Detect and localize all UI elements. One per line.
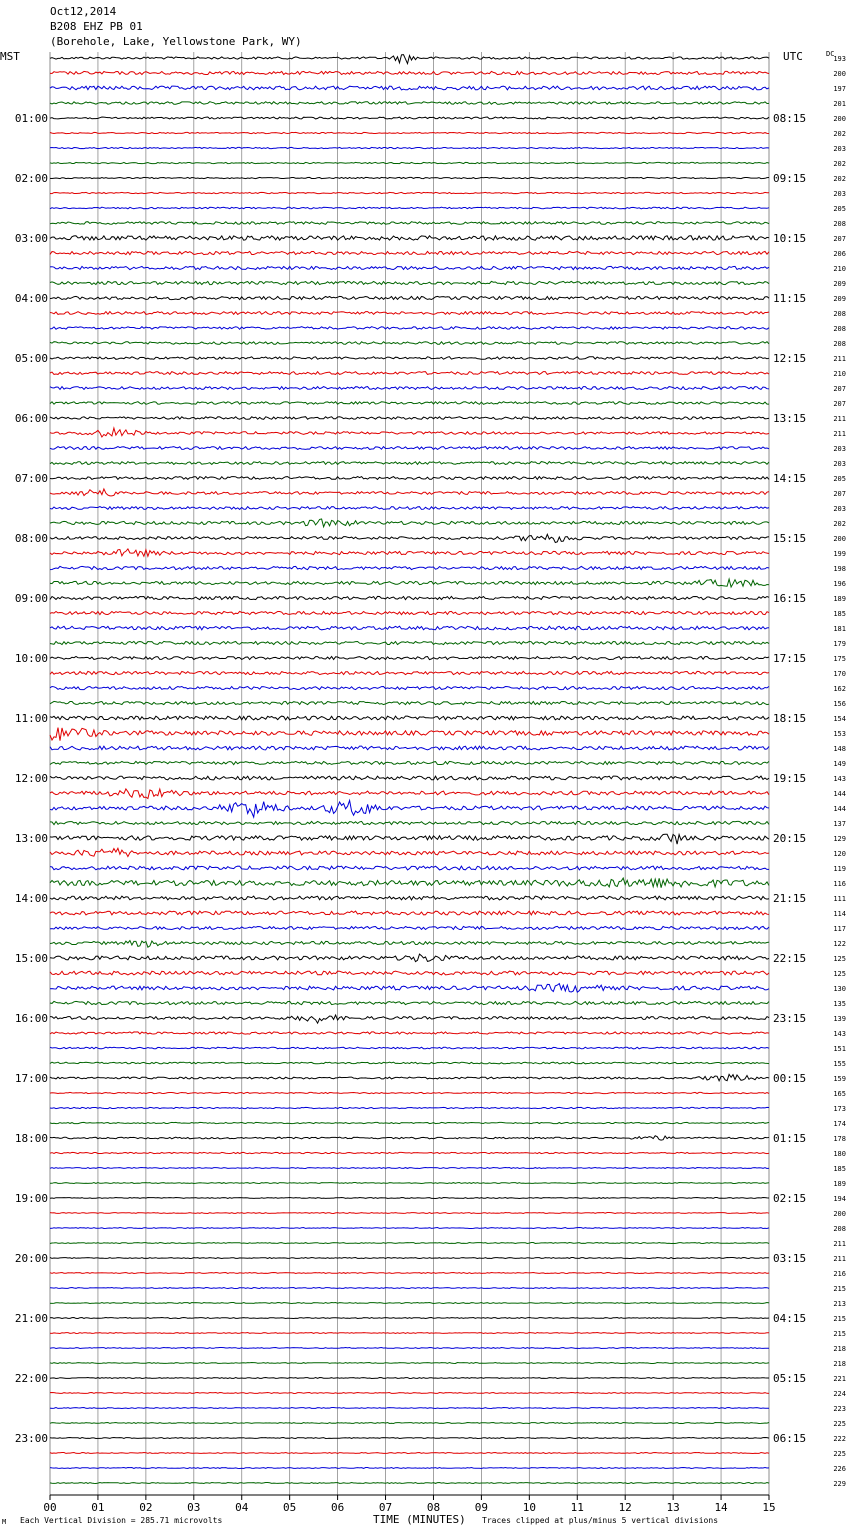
dc-offset-label: 210 xyxy=(833,370,846,378)
dc-offset-label: 211 xyxy=(833,355,846,363)
footer-left-mark: M xyxy=(2,1518,7,1526)
trace-line xyxy=(50,1363,769,1364)
trace-line xyxy=(50,266,769,269)
dc-offset-label: 208 xyxy=(833,220,846,228)
trace-line xyxy=(50,611,769,614)
trace-line xyxy=(50,1258,769,1259)
dc-offset-label: 202 xyxy=(833,160,846,168)
trace-line xyxy=(50,1408,769,1409)
dc-offset-label: 208 xyxy=(833,310,846,318)
dc-offset-label: 208 xyxy=(833,325,846,333)
dc-offset-label: 225 xyxy=(833,1450,846,1458)
right-hour-label: 00:15 xyxy=(773,1072,807,1085)
x-tick-label: 11 xyxy=(570,1501,584,1514)
trace-line xyxy=(50,1107,769,1108)
trace-line xyxy=(50,579,769,587)
trace-line xyxy=(50,984,769,993)
dc-offset-label: 122 xyxy=(833,940,846,948)
dc-offset-label: 185 xyxy=(833,1165,846,1173)
dc-offset-label: 196 xyxy=(833,580,846,588)
dc-offset-label: 181 xyxy=(833,625,846,633)
dc-offset-label: 207 xyxy=(833,385,846,393)
left-hour-label: 12:00 xyxy=(14,772,48,785)
dc-offset-label: 170 xyxy=(833,670,846,678)
dc-offset-label: 200 xyxy=(833,1210,846,1218)
dc-offset-label: 200 xyxy=(833,535,846,543)
left-hour-label: 14:00 xyxy=(14,892,48,905)
trace-line xyxy=(50,117,769,119)
seismic-traces xyxy=(50,55,769,1484)
trace-line xyxy=(50,800,769,817)
trace-line xyxy=(50,1348,769,1349)
left-hour-label: 23:00 xyxy=(14,1432,48,1445)
trace-line xyxy=(50,878,769,888)
dc-offset-label: 208 xyxy=(833,340,846,348)
dc-offset-label: 203 xyxy=(833,145,846,153)
dc-offset-label: 180 xyxy=(833,1150,846,1158)
dc-offset-label: 216 xyxy=(833,1270,846,1278)
trace-line xyxy=(50,462,769,465)
trace-line xyxy=(50,1152,769,1153)
trace-line xyxy=(50,596,769,599)
trace-line xyxy=(50,251,769,254)
trace-line xyxy=(50,192,769,193)
vertical-scale-note: Each Vertical Division = 285.71 microvolts xyxy=(20,1516,223,1525)
dc-offset-label: 111 xyxy=(833,895,846,903)
trace-line xyxy=(50,447,769,450)
dc-offset-label: 125 xyxy=(833,970,846,978)
trace-line xyxy=(50,1483,769,1484)
trace-line xyxy=(50,866,769,870)
trace-line xyxy=(50,147,769,148)
trace-line xyxy=(50,477,769,480)
dc-offset-label: 201 xyxy=(833,100,846,108)
dc-offset-label: 153 xyxy=(833,730,846,738)
trace-line xyxy=(50,534,769,542)
trace-line xyxy=(50,971,769,975)
trace-line xyxy=(50,716,769,720)
x-tick-label: 04 xyxy=(235,1501,249,1514)
dc-offset-label: 143 xyxy=(833,775,846,783)
trace-line xyxy=(50,342,769,345)
station-id: B208 EHZ PB 01 xyxy=(50,20,143,33)
dc-offset-label: 135 xyxy=(833,1000,846,1008)
dc-offset-label: 203 xyxy=(833,505,846,513)
x-tick-label: 13 xyxy=(666,1501,680,1514)
dc-offset-label: 120 xyxy=(833,850,846,858)
left-hour-label: 11:00 xyxy=(14,712,48,725)
left-hour-label: 17:00 xyxy=(14,1072,48,1085)
dc-offset-label: 207 xyxy=(833,235,846,243)
station-location: (Borehole, Lake, Yellowstone Park, WY) xyxy=(50,35,302,48)
dc-offset-label: 119 xyxy=(833,865,846,873)
dc-offset-label: 114 xyxy=(833,910,846,918)
dc-offset-label: 125 xyxy=(833,955,846,963)
dc-offset-label: 210 xyxy=(833,265,846,273)
dc-offset-label: 200 xyxy=(833,115,846,123)
right-hour-label: 03:15 xyxy=(773,1252,807,1265)
dc-offset-label: 197 xyxy=(833,85,846,93)
trace-line xyxy=(50,177,769,178)
dc-offset-label: 205 xyxy=(833,205,846,213)
dc-offset-label: 202 xyxy=(833,175,846,183)
trace-line xyxy=(50,926,769,929)
trace-line xyxy=(50,1074,769,1080)
dc-offset-label: 179 xyxy=(833,640,846,648)
trace-line xyxy=(50,1318,769,1319)
dc-offset-label: 117 xyxy=(833,925,846,933)
trace-line xyxy=(50,911,769,915)
trace-line xyxy=(50,746,769,750)
dc-offset-label: 194 xyxy=(833,1195,846,1203)
right-hour-label: 15:15 xyxy=(773,532,807,545)
trace-line xyxy=(50,1122,769,1123)
dc-offset-label: 215 xyxy=(833,1285,846,1293)
trace-line xyxy=(50,1393,769,1394)
trace-line xyxy=(50,1288,769,1289)
dc-offset-label: 207 xyxy=(833,490,846,498)
trace-line xyxy=(50,1047,769,1049)
trace-line xyxy=(50,281,769,284)
dc-offset-label: 211 xyxy=(833,430,846,438)
trace-line xyxy=(50,1468,769,1469)
right-hour-label: 14:15 xyxy=(773,472,807,485)
trace-line xyxy=(50,357,769,360)
trace-line xyxy=(50,1092,769,1093)
dc-offset-label: 200 xyxy=(833,70,846,78)
dc-offset-label: 209 xyxy=(833,280,846,288)
trace-line xyxy=(50,132,769,133)
trace-line xyxy=(50,372,769,375)
trace-line xyxy=(50,55,769,64)
trace-line xyxy=(50,489,769,496)
dc-offset-label: 156 xyxy=(833,700,846,708)
right-timezone-label: UTC xyxy=(783,50,803,63)
right-hour-label: 20:15 xyxy=(773,832,807,845)
trace-line xyxy=(50,236,769,240)
left-hour-label: 18:00 xyxy=(14,1132,48,1145)
dc-header-label: DC xyxy=(826,50,835,58)
x-tick-label: 14 xyxy=(714,1501,728,1514)
right-hour-label: 10:15 xyxy=(773,232,807,245)
trace-line xyxy=(50,549,769,556)
trace-line xyxy=(50,1015,769,1023)
right-hour-label: 16:15 xyxy=(773,592,807,605)
clip-note: Traces clipped at plus/minus 5 vertical divisions xyxy=(482,1516,719,1525)
left-hour-label: 04:00 xyxy=(14,292,48,305)
trace-line xyxy=(50,1136,769,1140)
trace-line xyxy=(50,941,769,948)
left-timezone-label: MST xyxy=(0,50,20,63)
dc-offset-label: 155 xyxy=(833,1060,846,1068)
trace-line xyxy=(50,312,769,315)
dc-offset-label: 203 xyxy=(833,445,846,453)
left-hour-label: 01:00 xyxy=(14,112,48,125)
dc-offset-label: 211 xyxy=(833,415,846,423)
left-hour-label: 05:00 xyxy=(14,352,48,365)
trace-line xyxy=(50,896,769,900)
left-hour-label: 10:00 xyxy=(14,652,48,665)
trace-line xyxy=(50,1333,769,1334)
trace-line xyxy=(50,1273,769,1274)
trace-line xyxy=(50,86,769,90)
dc-offset-label: 193 xyxy=(833,55,846,63)
dc-offset-label: 198 xyxy=(833,565,846,573)
trace-line xyxy=(50,566,769,569)
right-hour-label: 17:15 xyxy=(773,652,807,665)
dc-offset-label: 209 xyxy=(833,295,846,303)
trace-line xyxy=(50,671,769,674)
x-tick-label: 05 xyxy=(283,1501,297,1514)
trace-line xyxy=(50,519,769,527)
left-hour-label: 15:00 xyxy=(14,952,48,965)
dc-offset-label: 215 xyxy=(833,1330,846,1338)
dc-offset-label: 223 xyxy=(833,1405,846,1413)
dc-offset-label: 225 xyxy=(833,1420,846,1428)
trace-line xyxy=(50,626,769,630)
right-hour-label: 13:15 xyxy=(773,412,807,425)
left-hour-label: 02:00 xyxy=(14,172,48,185)
trace-line xyxy=(50,954,769,962)
dc-offset-label: 211 xyxy=(833,1255,846,1263)
dc-offset-label: 203 xyxy=(833,190,846,198)
dc-offset-label: 178 xyxy=(833,1135,846,1143)
dc-offset-label: 129 xyxy=(833,835,846,843)
dc-offset-label: 159 xyxy=(833,1075,846,1083)
trace-line xyxy=(50,1062,769,1064)
trace-line xyxy=(50,657,769,660)
trace-line xyxy=(50,821,769,824)
trace-line xyxy=(50,789,769,799)
trace-line xyxy=(50,728,769,741)
trace-line xyxy=(50,1183,769,1184)
trace-line xyxy=(50,417,769,420)
trace-line xyxy=(50,327,769,330)
x-tick-label: 10 xyxy=(522,1501,536,1514)
trace-line xyxy=(50,686,769,689)
dc-offset-label: 139 xyxy=(833,1015,846,1023)
right-hour-label: 23:15 xyxy=(773,1012,807,1025)
left-hour-label: 09:00 xyxy=(14,592,48,605)
dc-offset-label: 165 xyxy=(833,1090,846,1098)
x-tick-label: 01 xyxy=(91,1501,105,1514)
trace-line xyxy=(50,1228,769,1229)
dc-offset-label: 144 xyxy=(833,805,846,813)
dc-offset-label: 218 xyxy=(833,1360,846,1368)
plot-date: Oct12,2014 xyxy=(50,5,117,18)
trace-line xyxy=(50,428,769,437)
left-hour-label: 03:00 xyxy=(14,232,48,245)
left-hour-label: 13:00 xyxy=(14,832,48,845)
trace-line xyxy=(50,296,769,299)
trace-line xyxy=(50,71,769,74)
dc-offset-label: 185 xyxy=(833,610,846,618)
dc-offset-label: 229 xyxy=(833,1480,846,1488)
x-axis-title: TIME (MINUTES) xyxy=(373,1513,466,1526)
dc-offset-label: 199 xyxy=(833,550,846,558)
dc-offset-label: 205 xyxy=(833,475,846,483)
right-hour-label: 05:15 xyxy=(773,1372,807,1385)
trace-line xyxy=(50,1168,769,1169)
dc-offset-label: 144 xyxy=(833,790,846,798)
left-hour-label: 07:00 xyxy=(14,472,48,485)
trace-line xyxy=(50,387,769,390)
right-hour-label: 01:15 xyxy=(773,1132,807,1145)
dc-offset-label: 224 xyxy=(833,1390,846,1398)
dc-offset-label: 202 xyxy=(833,520,846,528)
left-hour-label: 08:00 xyxy=(14,532,48,545)
dc-offset-label: 151 xyxy=(833,1045,846,1053)
dc-offset-label: 207 xyxy=(833,400,846,408)
trace-line xyxy=(50,1032,769,1034)
trace-line xyxy=(50,701,769,704)
dc-offset-label: 208 xyxy=(833,1225,846,1233)
trace-line xyxy=(50,641,769,644)
x-tick-label: 06 xyxy=(330,1501,345,1514)
left-hour-label: 20:00 xyxy=(14,1252,48,1265)
x-tick-label: 07 xyxy=(378,1501,393,1514)
dc-offset-label: 215 xyxy=(833,1315,846,1323)
dc-offset-label: 149 xyxy=(833,760,846,768)
right-hour-label: 19:15 xyxy=(773,772,807,785)
x-tick-label: 03 xyxy=(187,1501,201,1514)
trace-line xyxy=(50,1378,769,1379)
right-hour-label: 18:15 xyxy=(773,712,807,725)
x-tick-label: 00 xyxy=(43,1501,57,1514)
dc-offset-label: 173 xyxy=(833,1105,846,1113)
trace-line xyxy=(50,1438,769,1439)
trace-line xyxy=(50,402,769,405)
x-tick-label: 15 xyxy=(762,1501,776,1514)
trace-line xyxy=(50,162,769,163)
dc-offset-label: 174 xyxy=(833,1120,846,1128)
trace-line xyxy=(50,848,769,856)
x-tick-label: 08 xyxy=(426,1501,441,1514)
axis-labels xyxy=(0,50,846,1526)
left-hour-label: 21:00 xyxy=(14,1312,48,1325)
right-hour-label: 04:15 xyxy=(773,1312,807,1325)
dc-offset-label: 143 xyxy=(833,1030,846,1038)
trace-line xyxy=(50,1303,769,1304)
trace-line xyxy=(50,761,769,764)
dc-offset-label: 130 xyxy=(833,985,846,993)
dc-offset-label: 202 xyxy=(833,130,846,138)
dc-offset-label: 154 xyxy=(833,715,846,723)
right-hour-label: 11:15 xyxy=(773,292,807,305)
right-hour-label: 02:15 xyxy=(773,1192,807,1205)
left-hour-label: 16:00 xyxy=(14,1012,48,1025)
trace-line xyxy=(50,1198,769,1199)
x-tick-label: 09 xyxy=(474,1501,489,1514)
right-hour-label: 12:15 xyxy=(773,352,807,365)
dc-offset-label: 148 xyxy=(833,745,846,753)
dc-offset-label: 218 xyxy=(833,1345,846,1353)
dc-offset-label: 222 xyxy=(833,1435,846,1443)
trace-line xyxy=(50,1243,769,1244)
trace-line xyxy=(50,207,769,209)
right-hour-label: 08:15 xyxy=(773,112,807,125)
trace-line xyxy=(50,222,769,225)
x-tick-label: 12 xyxy=(618,1501,632,1514)
trace-line xyxy=(50,1423,769,1424)
left-hour-label: 06:00 xyxy=(14,412,48,425)
right-hour-label: 06:15 xyxy=(773,1432,807,1445)
dc-offset-label: 175 xyxy=(833,655,846,663)
trace-line xyxy=(50,1213,769,1214)
left-hour-label: 22:00 xyxy=(14,1372,48,1385)
dc-offset-label: 213 xyxy=(833,1300,846,1308)
right-hour-label: 21:15 xyxy=(773,892,807,905)
trace-line xyxy=(50,102,769,105)
dc-offset-label: 162 xyxy=(833,685,846,693)
left-hour-label: 19:00 xyxy=(14,1192,48,1205)
dc-offset-label: 206 xyxy=(833,250,846,258)
dc-offset-label: 189 xyxy=(833,595,846,603)
right-hour-label: 09:15 xyxy=(773,172,807,185)
dc-offset-label: 116 xyxy=(833,880,846,888)
trace-line xyxy=(50,507,769,510)
dc-offset-label: 189 xyxy=(833,1180,846,1188)
grid-lines xyxy=(50,52,769,1500)
dc-offset-label: 221 xyxy=(833,1375,846,1383)
trace-line xyxy=(50,1001,769,1004)
trace-line xyxy=(50,834,769,844)
right-hour-label: 22:15 xyxy=(773,952,807,965)
dc-offset-label: 211 xyxy=(833,1240,846,1248)
trace-line xyxy=(50,1453,769,1454)
x-tick-label: 02 xyxy=(139,1501,153,1514)
trace-line xyxy=(50,776,769,780)
dc-offset-label: 137 xyxy=(833,820,846,828)
dc-offset-label: 203 xyxy=(833,460,846,468)
dc-offset-label: 226 xyxy=(833,1465,846,1473)
